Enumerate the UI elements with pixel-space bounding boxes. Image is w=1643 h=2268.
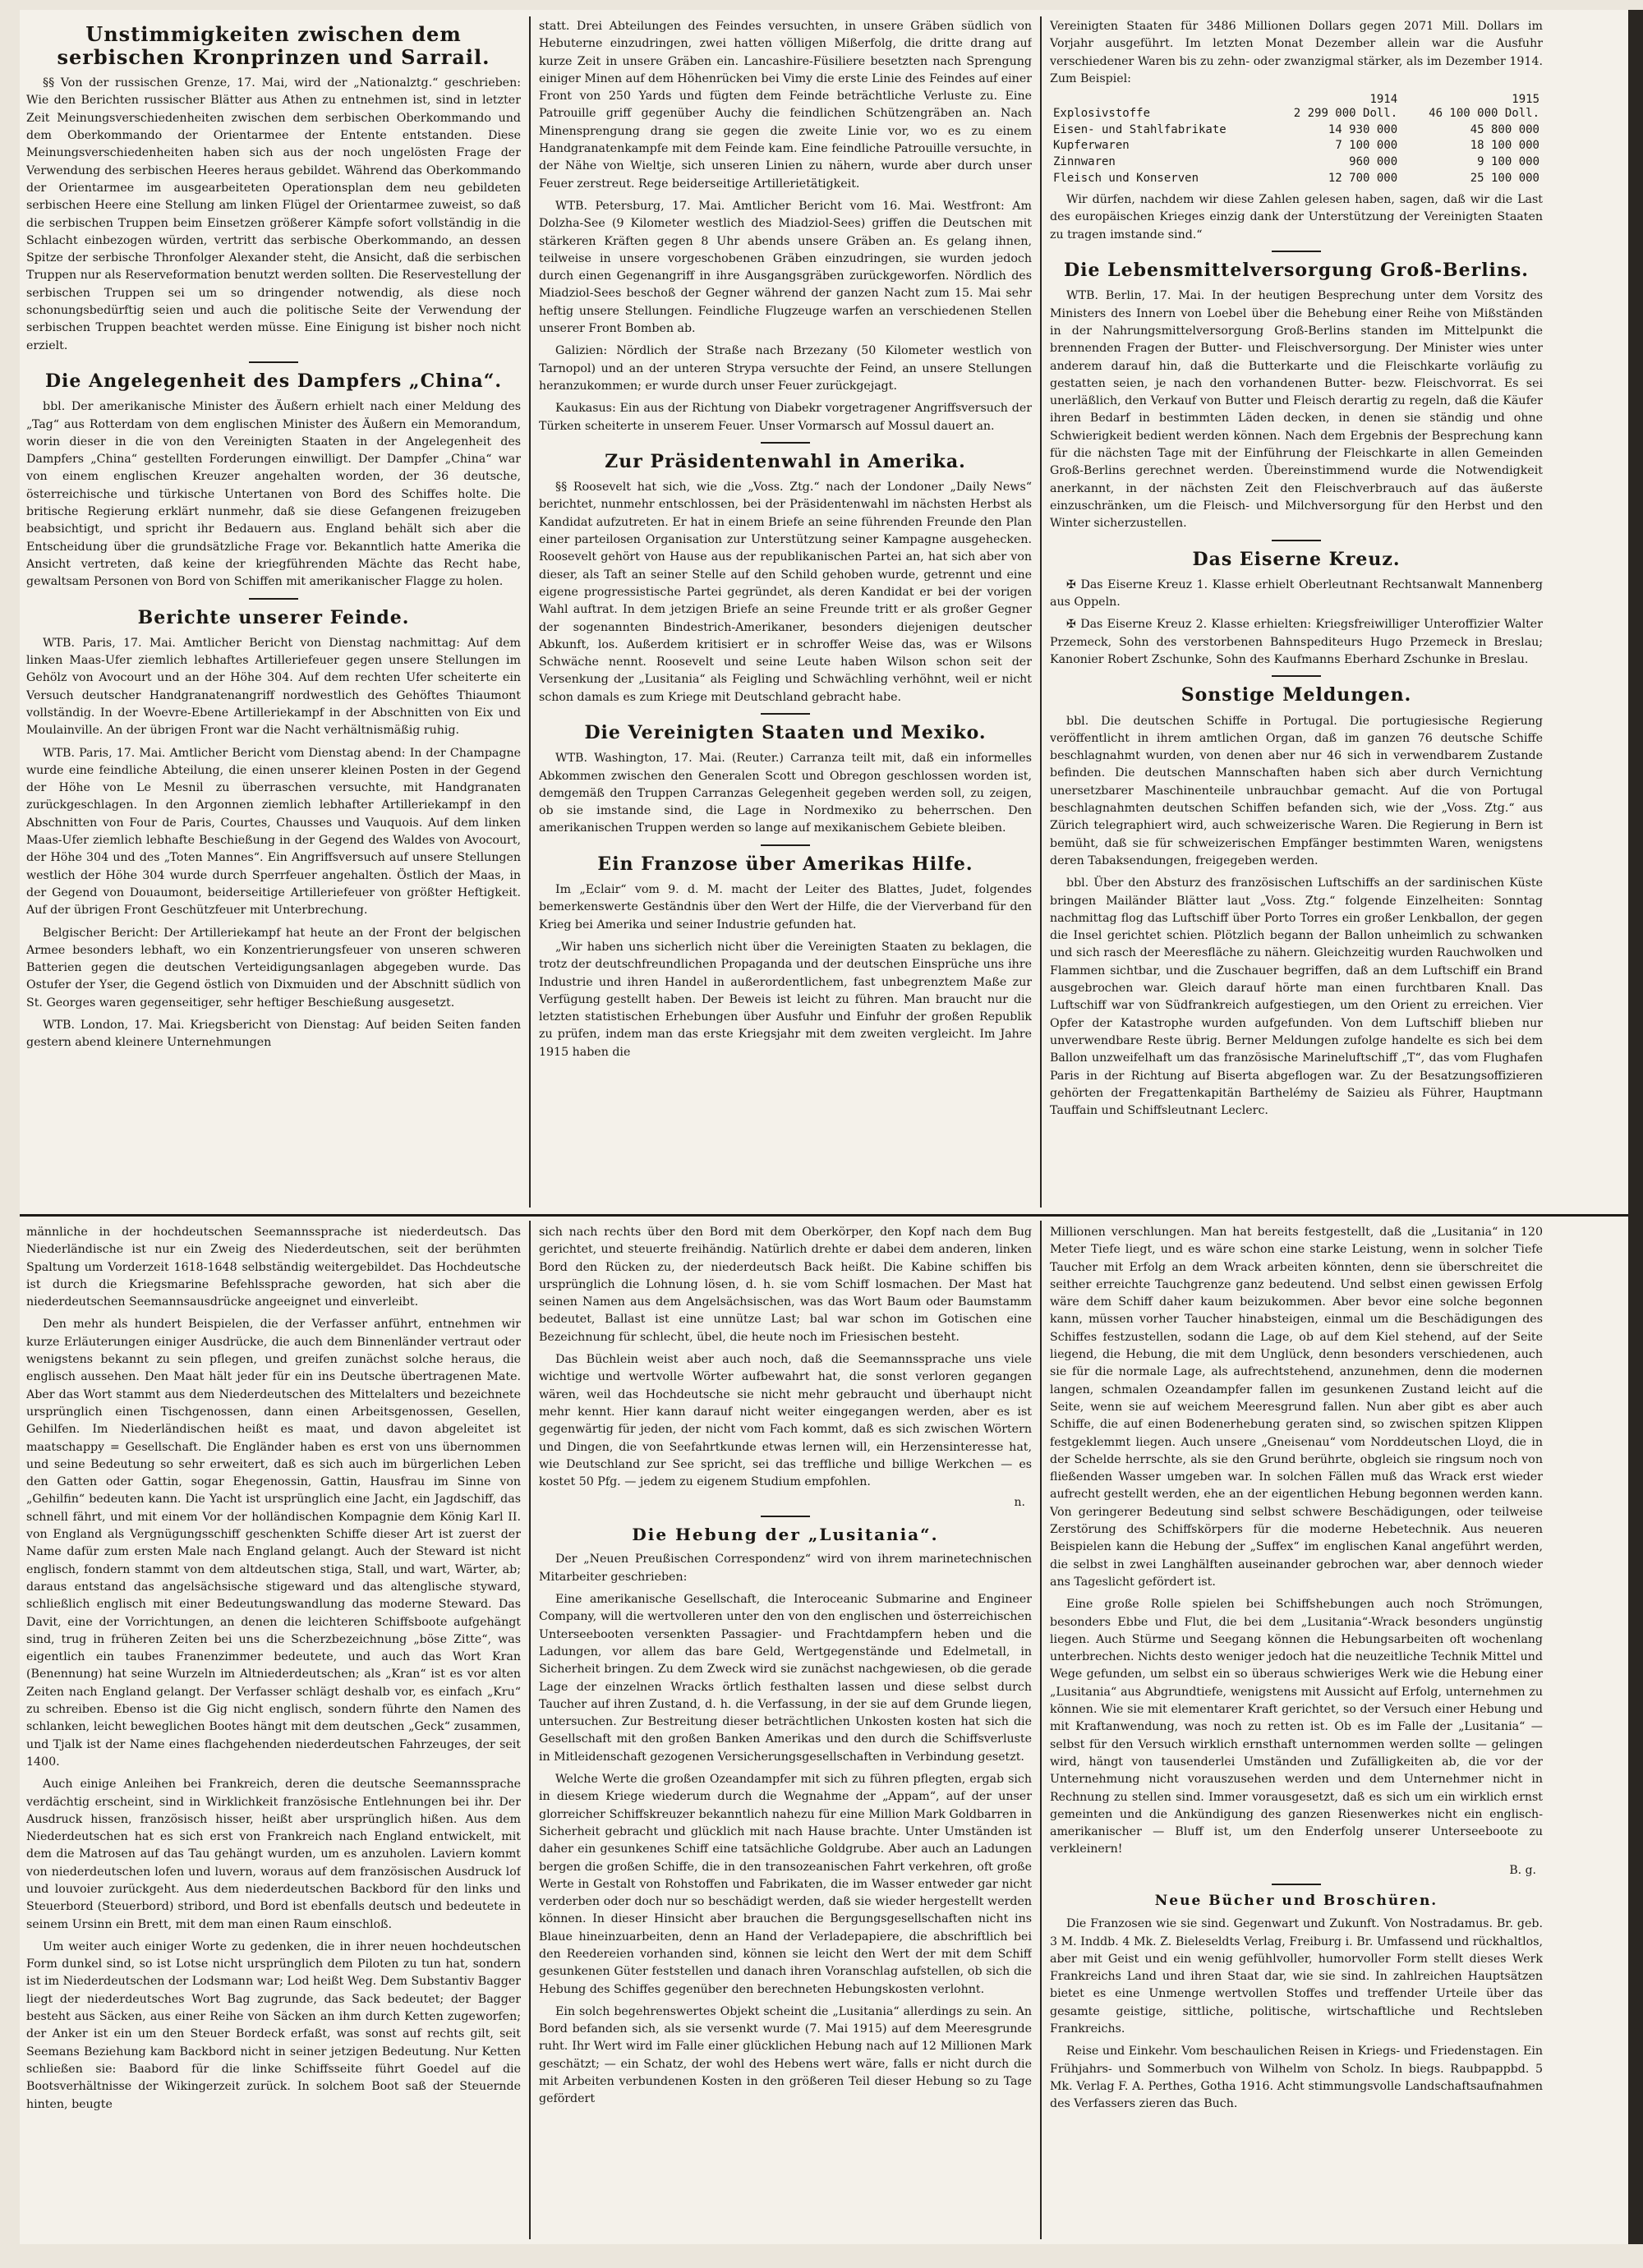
article-paragraph: WTB. London, 17. Mai. Kriegsbericht von Dienstag: Auf beiden Seiten fanden gestern abend kleinere Unternehmungen — [26, 1019, 521, 1050]
table-row — [1050, 154, 1543, 171]
table-cell: Explosivstoffe — [1053, 107, 1151, 121]
divider — [249, 598, 298, 600]
table-cell: Zinnwaren — [1053, 154, 1116, 168]
article-paragraph: „Wir haben uns sicherlich nicht über die Vereinigten Staaten zu beklagen, die trotz der deutschfreundlichen Propaganda und der deutschen Einsprüche uns ihre Industrie und ihren Handel in außerordentlichem, fast unbegrenztem Maße zur Verfügung gestellt haben. Der Beweis ist leicht zu führen. Man braucht nur die letzten statistischen Erhebungen über Ausfuhr und Einfuhr der großen Republik zu prüfen, indem man das erste Kriegsjahr mit dem zweiten vergleicht. Im Jahre 1915 haben die — [539, 940, 1032, 1059]
divider — [1272, 540, 1321, 541]
article-paragraph: WTB. Paris, 17. Mai. Amtlicher Bericht vom Dienstag abend: In der Champagne wurde eine feindliche Abteilung, die einen unserer kleinen Posten in der Gegend der Höhe von Le Mesnil zu überraschen versuchte, mit Handgranaten zurückgeschlagen. In den Argonnen ziemlich lebhafter Artilleriekampf in den Abschnitten von Four de Paris, Courtes, Chausses und Vauquois. Auf dem linken Maas-Ufer ziemlich lebhafte Beschießung in der Gegend des Waldes von Avocourt, der Höhe 304 und des „Toten Mannes“. Ein Angriffsversuch auf unsere Stellungen westlich der Höhe 304 wurde durch Sperrfeuer angehalten. Östlich der Maas, in der Gegend von Douaumont, beiderseitige Artilleriefeuer von größter Heftigkeit. Auf der übrigen Front Geschützfeuer mit Unterbrechung. — [26, 746, 521, 918]
headline-presidential-election: Zur Präsidentenwahl in Amerika. — [605, 450, 966, 472]
headline-iron-cross: Das Eiserne Kreuz. — [1192, 548, 1401, 570]
article-paragraph: Belgischer Bericht: Der Artilleriekampf hat heute an der Front der belgischen Armee besonders lebhaft, wo ein Konzentrierungsfeuer von unseren schweren Batterien gegen die deutschen Verteidigungsanlagen abgegeben wurde. Das Ostufer der Yser, die Gegend östlich von Dixmuiden und der Abschnitt südlich von St. Georges waren gegenseitiger, sehr heftiger Beschießung ausgesetzt. — [26, 926, 521, 1010]
author-signature: n. — [1014, 1496, 1025, 1510]
article-paragraph: ✠ Das Eiserne Kreuz 1. Klasse erhielt Oberleutnant Rechtsanwalt Mannenberg aus Oppeln. — [1050, 577, 1543, 610]
article-paragraph: sich nach rechts über den Bord mit dem Oberkörper, den Kopf nach dem Bug gerichtet, und steuerte freihändig. Natürlich drehte er dabei dem anderen, linken Bord den Rücken zu, der niederdeutsch Back heißt. Die Kabine schiffen bis ursprünglich die Lohnung lösen, d. h. sie vom Schiff losmachen. Der Mast hat seinen Namen aus dem Angelsächsischen, was das Wort Baum oder Baumstamm bedeutet, Ballast ist eine unnütze Last; bal war schon im Gotischen eine Bezeichnung für schlecht, übel, die heute noch im Friesischen besteht. — [539, 1226, 1032, 1344]
article-paragraph: ✠ Das Eiserne Kreuz 2. Klasse erhielten: Kriegsfreiwilliger Unteroffizier Walter Przemeck, Sohn des verstorbenen Bahnspediteurs Hugo Przemeck in Breslau; Kanonier Robert Zschunke, Sohn des Kaufmanns Eberhard Zschunke in Breslau. — [1050, 618, 1543, 666]
export-table — [1050, 93, 1543, 186]
headline-new-books: Neue Bücher und Broschüren. — [1154, 1892, 1438, 1909]
headline-lusitania-raising: Die Hebung der „Lusitania“. — [632, 1525, 939, 1545]
article-paragraph: männliche in der hochdeutschen Seemannssprache ist niederdeutsch. Das Niederländische ist nur ein Zweig des Niederdeutschen, seit der berühmten Spaltung um Vorderzeit 1618-1648 selbständig weitergebildet. Das Hochdeutsche ist durch die Kriegsmarine Befehlssprache geworden, hat sich aber die niederdeutschen Seemannsausdrücke angeeignet und einverleibt. — [26, 1226, 521, 1309]
divider — [1272, 1884, 1321, 1885]
section-divider — [20, 1214, 1628, 1217]
table-cell: 14 930 000 — [1328, 122, 1398, 136]
article-paragraph: Auch einige Anleihen bei Frankreich, deren die deutsche Seemannssprache verdächtig erscheint, sind in Wirklichkeit französische Entlehnungen bei ihr. Der Ausdruck hissen, französisch hisser, heißt aber ursprünglich hißen. Aus dem Niederdeutschen hat es sich erst von Frankreich nach England entwickelt, mit dem die Matrosen auf das Tau gehängt wurden, um es anzuholen. Laviern kommt von niederdeutschen lofen und luvern, woraus auf dem französischen Ausdruck lof und louvoier zurückgeht. Aus dem niederdeutschen Backbord für den links und Steuerbord (Steuerbord) stribord, und Bord ist ebenfalls deutsch und bedeutete in seinem Ursinn ein Brett, mit dem man einen Raum einschloß. — [26, 1778, 521, 1931]
column-rule — [1040, 1221, 1042, 2239]
table-cell: 46 100 000 Doll. — [1429, 107, 1539, 121]
article-paragraph: Eine große Rolle spielen bei Schiffshebungen auch noch Strömungen, besonders Ebbe und Flut, die bei dem „Lusitania“-Wrack besonders ungünstig liegen. Auch Stürme und Seegang können die Hebungsarbeiten oft wochenlang unterbrechen. Nichts desto weniger jedoch hat die neuzeitliche Technik Mittel und Wege gefunden, um selbst ein so überaus schwieriges Werk wie die Hebung einer „Lusitania“ aus Abgrundtiefe, wenigstens mit Aussicht auf Erfolg, unternehmen zu können. Wie sie mit elementarer Kraft gerichtet, so der Versuch einer Hebung und mit Kraftanwendung, was noch zu retten ist. Ob es im Falle der „Lusitania“ — selbst für den Versuch wirklich ernsthaft unternommen werden sollte — gelingen wird, hängt von tausenderlei Umständen und Zufälligkeiten ab, die vor der Unternehmung nicht vorauszusehen werden und dem Unternehmer nicht in Rechnung zu stellen sind. Immer vorausgesetzt, daß es sich um ein wirklich ernst gemeinten und die Ankündigung des ganzen Riesenwerkes nicht ein englisch-amerikanischer — Bluff ist, um den Enderfolg unserer Unterseeboote zu verkleinern! — [1050, 1598, 1543, 1856]
article-paragraph: WTB. Berlin, 17. Mai. In der heutigen Besprechung unter dem Vorsitz des Ministers des Innern von Loebel über die Behebung einer Reihe von Mißständen in der Nahrungsmittelversorgung Groß-Berlins standen im Mittelpunkt die brennenden Fragen der Butter- und Fleischversorgung. Der Minister wies unter anderem darauf hin, daß die Butterkarte und die Fleischkarte vorläufig zu gestatten seien, je nach den vorhandenen Butter- bezw. Fleischvorrat. Es sei unerläßlich, den Verkauf von Butter und Fleisch derartig zu regeln, daß die Käufer ihren Bedarf in bestimmten Läden decken, in denen sie ständig und ohne Schwierigkeit bedient werden können. Nach dem Ergebnis der Besprechung kann für die nächsten Tage mit der Einführung der Fleischkarte in allen Gemeinden Groß-Berlins gerechnet werden. Übereinstimmend wurde die Notwendigkeit anerkannt, in der nächsten Zeit den Fleischverbrauch auf das äußerste einzuschränken, um die Fleisch- und Milchversorgung für den Herbst und den Winter sicherzustellen. — [1050, 289, 1543, 531]
divider — [249, 361, 298, 363]
table-cell: Fleisch und Konserven — [1053, 171, 1199, 185]
table-cell: 9 100 000 — [1477, 154, 1539, 168]
table-cell: 12 700 000 — [1328, 171, 1398, 185]
table-header: 1915 — [1512, 93, 1539, 107]
column-rule — [529, 1221, 531, 2239]
author-signature: B. g. — [1509, 1863, 1536, 1877]
table-cell: Kupferwaren — [1053, 139, 1130, 153]
article-paragraph: Den mehr als hundert Beispielen, die der Verfasser anführt, entnehmen wir kurze Erläuterungen einiger Ausdrücke, die auch dem Binnenländer vertraut oder wenigstens bekannt zu sein pflegen, und greifen zunächst solche heraus, die englisch aussehen. Den Maat hält jeder für ein ins Deutsche übertragenen Mate. Aber das Wort stammt aus dem Niederdeutschen des Mittelalters und bezeichnete ursprünglich einen Tischgenossen, dann einen Arbeitsgenossen, Gesellen, Gehilfen. Im Niederländischen heißt es maat, und davon abgeleitet ist maatschappy = Gesellschaft. Die Engländer haben es erst von uns übernommen und seine Bedeutung so sehr erweitert, daß es sich auch im bürgerlichen Leben den Gatten oder Gattin, sogar Ehegenossin, Gattin, Hausfrau im Sinne von „Gehilfin“ bedeuten kann. Die Yacht ist ursprünglich eine Jacht, ein Jagdschiff, das schnell fährt, und mit einem Vor der holländischen Kompagnie dem König Karl II. von England als Vergnügungsschiff geschenkten Schiffe dieser Art ist zuerst der Name dafür zum ersten Male nach England gelangt. Auch der Steward ist nicht englisch, fondern stammt von dem altdeutschen stiga, Stall, und wart, Wärter, ab; daraus entstand das angelsächsische stigeward und das altenglische styward, schließlich englisch mit einer Bedeutungswandlung das moderne Steward. Das Davit, eine der Vorrichtungen, an denen die leichteren Schiffsboote aufgehängt sind, trug in früheren Zeiten bei uns die Scherzbezeichnung „böse Zitte“, was eigentlich ein taubes Franenzimmer bedeutete, und auch das Wort Kran (Benennung) hat seine Wurzeln im Altniederdeutschen; als „Kran“ ist es vor alten Zeiten nach England gelangt. Der Verfasser schlägt deshalb vor, es einfach „Kru“ zu schreiben. Ebenso ist die Gig nicht englisch, sondern führte den Namen des schlanken, leicht beweglichen Bootes hängt mit dem deutschen „Geck“ zusammen, und Tjalk ist der Name eines flachgehenden niederdeutschen Fahrzeuges, der seit 1400. — [26, 1318, 521, 1769]
divider — [1272, 251, 1321, 252]
article-paragraph: Die Franzosen wie sie sind. Gegenwart und Zukunft. Von Nostradamus. Br. geb. 3 M. Inddb. 4 Mk. Z. Bieleseldts Verlag, Freiburg i. Br. Umfassend und rückhaltlos, aber mit Geist und ein wenig gefühlvoller, humorvoller Form stellt dieses Werk Frankreichs Land und ihren Staat dar, wie sie sind. In zahlreichen Hauptsätzen bietet es eine Unmenge wertvollen Stoffes und treffender Urteile über das gesamte geistige, sittliche, politische, wirtschaftliche und Rechtsleben Frankreichs. — [1050, 1917, 1543, 2036]
divider — [761, 442, 810, 444]
headline-serbian-dispute: Unstimmigkeiten zwischen dem serbischen Kronprinzen und Sarrail. — [57, 22, 490, 69]
table-cell: Eisen- und Stahlfabrikate — [1053, 122, 1226, 136]
table-row — [1050, 106, 1543, 122]
table-header-row — [1050, 93, 1543, 106]
table-cell: 18 100 000 — [1470, 139, 1539, 153]
article-paragraph: Der „Neuen Preußischen Correspondenz“ wird von ihrem marinetechnischen Mitarbeiter geschrieben: — [539, 1553, 1032, 1584]
table-cell: 45 800 000 — [1470, 122, 1539, 136]
lower-column-1 — [26, 1224, 521, 2238]
divider — [761, 844, 810, 846]
article-paragraph: bbl. Der amerikanische Minister des Äußern erhielt nach einer Meldung des „Tag“ aus Rotterdam von dem englischen Minister des Äußern ein Memorandum, worin dieser in die von den Vereinigten Staaten in der Angelegenheit des Dampfers „China“ gestellten Forderungen einwilligt. Der Dampfer „China“ war von einem englischen Kreuzer angehalten worden, der 36 deutsche, österreichische und türkische Untertanen von Bord des Schiffes holte. Die britische Regierung erklärt nunmehr, daß sie diese Gefangenen freizugeben beabsichtigt, und spricht ihr Bedauern aus. England behält sich aber die Entscheidung über die grundsätzliche Frage vor. Bekanntlich hatte Amerika die Ansicht vertreten, daß keine der kriegführenden Mächte das Recht habe, gewaltsam Personen von Bord von Schiffen mit amerikanischer Flagge zu holen. — [26, 400, 521, 589]
article-paragraph: WTB. Paris, 17. Mai. Amtlicher Bericht von Dienstag nachmittag: Auf dem linken Maas-Ufer ziemlich lebhaftes Artilleriefeuer gegen unsere Stellungen im Gehölz von Avocourt und an der Höhe 304. Auf dem rechten Ufer scheiterte ein Versuch deutscher Handgranatenangriff nordwestlich des Gehöftes Thiaumont vollständig. In der Woevre-Ebene Artilleriekampf in der Abschnitten von Eix und Moulainville. An der übrigen Front war die Nacht verhältnismäßig ruhig. — [26, 636, 521, 738]
newspaper-page — [20, 10, 1628, 2244]
article-paragraph: Galizien: Nördlich der Straße nach Brzezany (50 Kilometer westlich von Tarnopol) und an der unteren Strypa versuchte der Feind, an unsere Stellungen heranzukommen; er wurde durch unser Feuer zurückgejagt. — [539, 344, 1032, 393]
table-row — [1050, 171, 1543, 187]
article-paragraph: statt. Drei Abteilungen des Feindes versuchten, in unsere Gräben südlich von Hebuterne einzudringen, zwei hatten völligen Mißerfolg, die dritte drang auf kurze Zeit in unsere Gräben ein. Lancashire-Füsiliere besetzten nach Sprengung einiger Minen auf dem Höhenrücken bei Vimy die erste Linie des Feindes auf einer Front von 250 Yards und fügten dem Feinde beträchtliche Verluste zu. Eine Patrouille griff gegenüber Auchy die feindlichen Schützengräben an. Nach Minensprengung drang sie gegen die zweite Linie vor, wo es zu einem Handgranatenkampfe mit dem Feinde kam. Eine feindliche Patrouille versuchte, in der Nähe von Wieltje, sich unseren Linien zu nähern, wurde aber durch unser Feuer zerstreut. Rege beiderseitige Artillerietätigkeit. — [539, 20, 1032, 191]
table-cell: 960 000 — [1349, 154, 1398, 168]
table-row — [1050, 122, 1543, 139]
headline-other-reports: Sonstige Meldungen. — [1180, 684, 1412, 706]
upper-column-2 — [539, 18, 1032, 1205]
article-paragraph: Reise und Einkehr. Vom beschaulichen Reisen in Kriegs- und Friedenstagen. Ein Frühjahrs- und Sommerbuch von Wilhelm von Scholz. In biegs. Raubpappbd. 5 Mk. Verlag F. A. Perthes, Gotha 1916. Acht stimmungsvolle Landschaftsaufnahmen des Verfassers zieren das Buch. — [1050, 2045, 1543, 2111]
article-paragraph: Das Büchlein weist aber auch noch, daß die Seemannssprache uns viele wichtige und wertvolle Wörter aufbewahrt hat, die sonst verloren gegangen wären, weil das Hochdeutsche sie nicht mehr gebraucht und überhaupt nicht mehr kennt. Hier kann darauf nicht weiter eingegangen werden, aber es ist gegenwärtig für jeden, der nicht vom Fach kommt, daß es sich zwischen Wörtern und Dingen, die von Seefahrtkunde etwas lernen will, ein Herzensinteresse hat, wie Deutschland zur See spricht, sei das treffliche und billige Werkchen — es kostet 50 Pfg. — jedem zu eigenem Studium empfohlen. — [539, 1353, 1032, 1489]
article-paragraph: WTB. Washington, 17. Mai. (Reuter.) Carranza teilt mit, daß ein informelles Abkommen zwischen den Generalen Scott und Obregon geschlossen worden ist, demgemäß den Truppen Carranzas Gelegenheit gegeben werden soll, zu zeigen, ob sie imstande sind, die Lage in Nordmexiko zu beherrschen. Den amerikanischen Truppen werden so lange auf mexikanischem Gebiete bleiben. — [539, 752, 1032, 835]
divider — [1272, 675, 1321, 677]
table-cell: 7 100 000 — [1335, 139, 1398, 153]
headline-frenchman-america: Ein Franzose über Amerikas Hilfe. — [597, 853, 973, 875]
article-paragraph: bbl. Über den Absturz des französischen Luftschiffs an der sardinischen Küste bringen Mailänder Blätter laut „Voss. Ztg.“ folgende Einzelheiten: Sonntag nachmittag flog das Luftschiff über Porto Torres ein großer Lenkballon, der gegen die Insel gerichtet schien. Plötzlich begann der Ballon unheimlich zu schwanken und sich rasch der Meeresfläche zu nähern. Gleichzeitig wurden Rauchwolken und Flammen sichtbar, und die Zuschauer begriffen, daß an dem Luftschiff ein Brand ausgebrochen war. Gleich darauf hörte man einen furchtbaren Knall. Das Luftschiff war von Südfrankreich aufgestiegen, um den Orient zu erreichen. Vier Opfer der Katastrophe wurden aufgefunden. Von dem Luftschiff blieben nur unverwendbare Reste übrig. Berner Meldungen zufolge handelte es sich bei dem Ballon unzweifelhaft um das französische Marineluftschiff „T“, das vom Flughafen Paris in der Richtung auf Biserta abgeflogen war. Zu der Besatzungsoffizieren gehörten der Fregattenkapitän Barthelémy de Saizieu als Führer, Hauptmann Tauffain und Schiffsleutnant Leclerc. — [1050, 876, 1543, 1118]
table-cell: 2 299 000 Doll. — [1293, 107, 1398, 121]
article-paragraph: Eine amerikanische Gesellschaft, die Interoceanic Submarine and Engineer Company, will die wertvolleren unter den von den englischen und österreichischen Unterseebooten versenkten Passagier- und Frachtdampfern heben und die Ladungen, vor allem das bare Geld, Wertgegenstände und Edelmetall, in Sicherheit bringen. Zu dem Zweck wird sie zunächst nachgewiesen, ob die gerade Lage der einzelnen Wracks örtlich festhalten lassen und diese selbst durch Taucher auf ihren Zustand, d. h. die Verfassung, in der sie auf dem Grunde liegen, untersuchen. Zur Bestreitung dieser beträchtlichen Unkosten kosten hat sich die Gesellschaft mit den großen Banken Amerikas und den durch die Schiffsverluste in Mitleidenschaft gezogenen Versicherungsgesellschaften in Verbindung gesetzt. — [539, 1593, 1032, 1764]
article-paragraph: Im „Eclair“ vom 9. d. M. macht der Leiter des Blattes, Judet, folgendes bemerkenswerte Geständnis über den Wert der Hilfe, die der Vierverband für den Krieg bei Amerika und seiner Industrie gefunden hat. — [539, 883, 1032, 932]
lower-column-2 — [539, 1224, 1032, 2238]
article-paragraph: Kaukasus: Ein aus der Richtung von Diabekr vorgetragener Angriffsversuch der Türken scheiterte in unserem Feuer. Unser Vormarsch auf Mossul dauert an. — [539, 402, 1032, 433]
divider — [761, 713, 810, 715]
table-header: 1914 — [1369, 93, 1398, 107]
article-paragraph: bbl. Die deutschen Schiffe in Portugal. Die portugiesische Regierung veröffentlicht in ihrem amtlichen Organ, daß im ganzen 76 deutsche Schiffe beschlagnahmt wurden, von denen aber nur 46 sich in verwendbarem Zustande befinden. Die deutschen Mannschaften haben sich aber durch Vernichtung unersetzbarer Maschinenteile unbrauchbar gemacht. Auf die von Portugal beschlagnahmten deutschen Schiffen befanden sich, wie der „Voss. Ztg.“ aus Zürich telegraphiert wird, auch schweizerische Waren. Die Regierung in Bern ist bemüht, daß sie für schweizerischen Empfänger bestimmten Waren, wenigstens deren Tabaksendungen, freigegeben werden. — [1050, 714, 1543, 867]
headline-china-steamer: Die Angelegenheit des Dampfers „China“. — [44, 370, 503, 392]
headline-food-supply-berlin: Die Lebensmittelversorgung Groß-Berlins. — [1064, 260, 1529, 282]
article-paragraph: §§ Roosevelt hat sich, wie die „Voss. Ztg.“ nach der Londoner „Daily News“ berichtet, nunmehr entschlossen, bei der Präsidentenwahl im nächsten Herbst als Kandidat aufzutreten. Er hat in einem Briefe an seine führenden Freunde den Plan einer parteilosen Organisation zur Unterstützung seiner Kampagne ausgehecken. Roosevelt gehört von Hause aus der republikanischen Partei an, hat sich aber von dieser, als Taft an seiner Stelle auf den Schild gehoben wurde, getrennt und eine eigene progressistische Partei gegründet, als deren Kandidat er bei der vorigen Wahl auftrat. In dem jetzigen Briefe an seine Freunde tritt er als großer Gegner der sogenannten Bindestrich-Amerikaner, besonders diejenigen deutscher Abkunft, los. Außerdem kritisiert er in schroffer Weise das, was er Wilsons Schwäche nennt. Roosevelt und seine Leute haben Wilson schon seit der Versenkung der „Lusitania“ als Feigling und Schwächling verhöhnt, weil er nicht schon damals es zum Kriege mit Deutschland gebracht habe. — [539, 481, 1032, 704]
upper-column-1 — [26, 18, 521, 1205]
article-paragraph: Um weiter auch einiger Worte zu gedenken, die in ihrer neuen hochdeutschen Form dunkel sind, so ist Lotse nicht ursprünglich dem Piloten zu tun hat, sondern ist im Niederdeutschen der Lodsmann war; Lod heißt Weg. Dem Substantiv Bagger liegt der niederdeutsches Wort Bag zugrunde, das Sack bedeutet; der Bagger besteht aus Säcken, aus einer Reihe von Säcken an ihm durch Ketten zugeworfen; der Anker ist ein um den Steuer Bordeck erfaßt, was sonst auf rechts gilt, seit Seemans Beziehung kam Backbord nicht in seiner jetzigen Bedeutung. Nur Ketten schließen sie: Baabord für die linke Schiffsseite führt Goedel auf die Bootsverhältnisse der Wikingerzeit zurück. In solchem Boot saß der Steuernde hinten, beugte — [26, 1939, 521, 2111]
table-header — [1050, 93, 1268, 106]
headline-enemy-reports: Berichte unserer Feinde. — [137, 606, 410, 628]
page-edge-shadow — [1628, 10, 1643, 2244]
headline-usa-mexico: Die Vereinigten Staaten und Mexiko. — [584, 721, 987, 743]
table-row — [1050, 138, 1543, 154]
article-paragraph: Wir dürfen, nachdem wir diese Zahlen gelesen haben, sagen, daß wir die Last des europäischen Krieges einzig dank der Unterstützung der Vereinigten Staaten zu tragen imstande sind.“ — [1050, 193, 1543, 242]
upper-column-3 — [1050, 18, 1543, 1205]
table-cell: 25 100 000 — [1470, 171, 1539, 185]
article-paragraph: Welche Werte die großen Ozeandampfer mit sich zu führen pflegten, ergab sich in diesem Kriege wiederum durch die Wegnahme der „Appam“, auf der unser glorreicher Schiffskreuzer bekanntlich nahezu für eine Million Mark Goldbarren in Sicherheit gebracht und glücklich mit nach Hause brachte. Unter Umständen ist daher ein gesunkenes Schiff eine tatsächliche Goldgrube. Aber auch an Ladungen bergen die großen Schiffe, die in den transozeanischen Fahrt verkehren, oft große Werte in Gestalt von Rohstoffen und Fabrikaten, die im Wasser entweder gar nicht verderben oder doch nur so beschädigt werden, daß sie wieder hergestellt werden können. In dieser Hinsicht aber brauchen die Bergungsgesellschaften nicht ins Blaue hineinzuarbeiten, denn an Hand der Verladepapiere, die abschriftlich bei den Reedereien vorhanden sind, können sie leicht den Wert der mit dem Schiff gesunkenen Güter feststellen und danach ihren Voranschlag aufstellen, ob sich die Hebung des Schiffes gegenüber den berechneten Hebungskosten verlohnt. — [539, 1773, 1032, 1996]
column-rule — [1040, 16, 1042, 1208]
article-paragraph: Ein solch begehrenswertes Objekt scheint die „Lusitania“ allerdings zu sein. An Bord befanden sich, als sie versenkt wurde (7. Mai 1915) auf dem Meeresgrunde ruht. Ihr Wert wird im Falle einer glücklichen Hebung nach auf 12 Millionen Mark geschätzt; — ein Schatz, der wohl des Hebens wert wäre, falls er nicht durch die mit Arbeiten verbundenen Kosten in den größeren Teil dieser Hebung so zu Tage gefördert — [539, 2004, 1032, 2106]
article-paragraph: Millionen verschlungen. Man hat bereits festgestellt, daß die „Lusitania“ in 120 Meter Tiefe liegt, und es wäre schon eine starke Leistung, wenn in solcher Tiefe Taucher mit Erfolg an dem Wrack arbeiten könnten, denn sie überschreitet die seither erreichte Tauchgrenze ganz bedeutend. Und selbst einen gewissen Erfolg wäre dem Schiff daher kaum beizukommen. Aber bevor eine solche begonnen kann, müssen vorher Taucher hinabsteigen, einmal um die Beschädigungen des Schiffes festzustellen, sodann die Lage, ob auf dem Kiel stehend, auf der Seite liegend, die Hebung, die mit dem Unglück, denn besonders verschiedenen, auch sie für die normale Lage, als aufrechtstehend, anzunehmen, denn die modernen langen, schmalen Ozeandampfer fallen im gesunkenen Zustand leicht auf die Seite, wenn sie auf weichem Meeresgrund fallen. Nun aber gibt es aber auch Schiffe, die auf einen Bodenerhebung geraten sind, so zwischen spitzen Klippen festgeklemmt liegen. Auch unsere „Gneisenau“ vom Norddeutschen Lloyd, die in der Schelde herrschte, als sie den Grund berührte, obgleich sie ringsum noch von fließenden Wasser umgeben war. In solchen Fällen muß das Wrack erst wieder aufrecht gestellt werden, ehe an der eigentlichen Hebung begonnen werden kann. Von geringerer Bedeutung sind selbst schwere Beschädigungen, oder teilweise Zerstörung des Schiffskörpers für die moderne Hebetechnik. Aus neueren Beispielen kann die Hebung der „Suffex“ im englischen Kanal angeführt werden, die selbst in zwei Langhälften auseinander gebrochen war, aber dennoch wieder ans Tageslicht gefördert ist. — [1050, 1226, 1543, 1589]
column-rule — [529, 16, 531, 1208]
lower-column-3 — [1050, 1224, 1543, 2238]
divider — [761, 1516, 810, 1517]
article-paragraph: WTB. Petersburg, 17. Mai. Amtlicher Bericht vom 16. Mai. Westfront: Am Dolzha-See (9 Kilometer westlich des Miadziol-Sees) griffen die Deutschen mit stärkeren Kräften gegen 8 Uhr abends unsere Gräben an. Es gelang ihnen, teilweise in unsere vorgeschobenen Gräben einzudringen, sie wurden jedoch durch einen Gegenangriff in ihre Ausgangsgräben zurückgeworfen. Nördlich des Miadziol-Sees beschoß der Gegner während der ganzen Nacht zum 15. Mai sehr heftig unsere Stellungen. Feindliche Flugzeuge warfen an verschiedenen Stellen unserer Front Bomben ab. — [539, 199, 1032, 336]
article-paragraph: §§ Von der russischen Grenze, 17. Mai, wird der „Nationalztg.“ geschrieben: Wie den Berichten russischer Blätter aus Athen zu entnehmen ist, sind in letzter Zeit Meinungsverschiedenheiten zwischen dem serbischen Oberkommando und dem Oberkommando der Orientarmee der Entente entstanden. Diese Meinungsverschiedenheiten haben sich aus der noch ungelösten Frage der Verwendung des serbischen Heeres heraus gebildet. Während das Oberkommando der Orientarmee im ausgearbeiteten Operationsplan dem neu gebildeten serbischen Heere eine Stellung am linken Flügel der Orientarmee zuweist, so daß die serbischen Truppen beim Einsetzen größerer Kämpfe sofort vollständig in die Schlacht einbezogen würden, vertritt das serbische Oberkommando, an dessen Spitze der serbische Thronfolger Alexander steht, die Ansicht, daß die serbischen Truppen nur als Reserveformation benutzt werden sollten. Die Reservestellung der serbischen Truppen sei um so dringender notwendig, als diese noch schonungsbedürftig seien und auch die politische Seite der Verwendung der serbischen Truppen beachtet werden müsse. Eine Einigung ist bisher noch nicht erzielt. — [26, 76, 521, 352]
article-paragraph: Vereinigten Staaten für 3486 Millionen Dollars gegen 2071 Mill. Dollars im Vorjahr ausgeführt. Im letzten Monat Dezember allein war die Ausfuhr verschiedener Waren bis zu zehn- oder zwanzigmal stärker, als im Dezember 1914. Zum Beispiel: — [1050, 20, 1543, 85]
